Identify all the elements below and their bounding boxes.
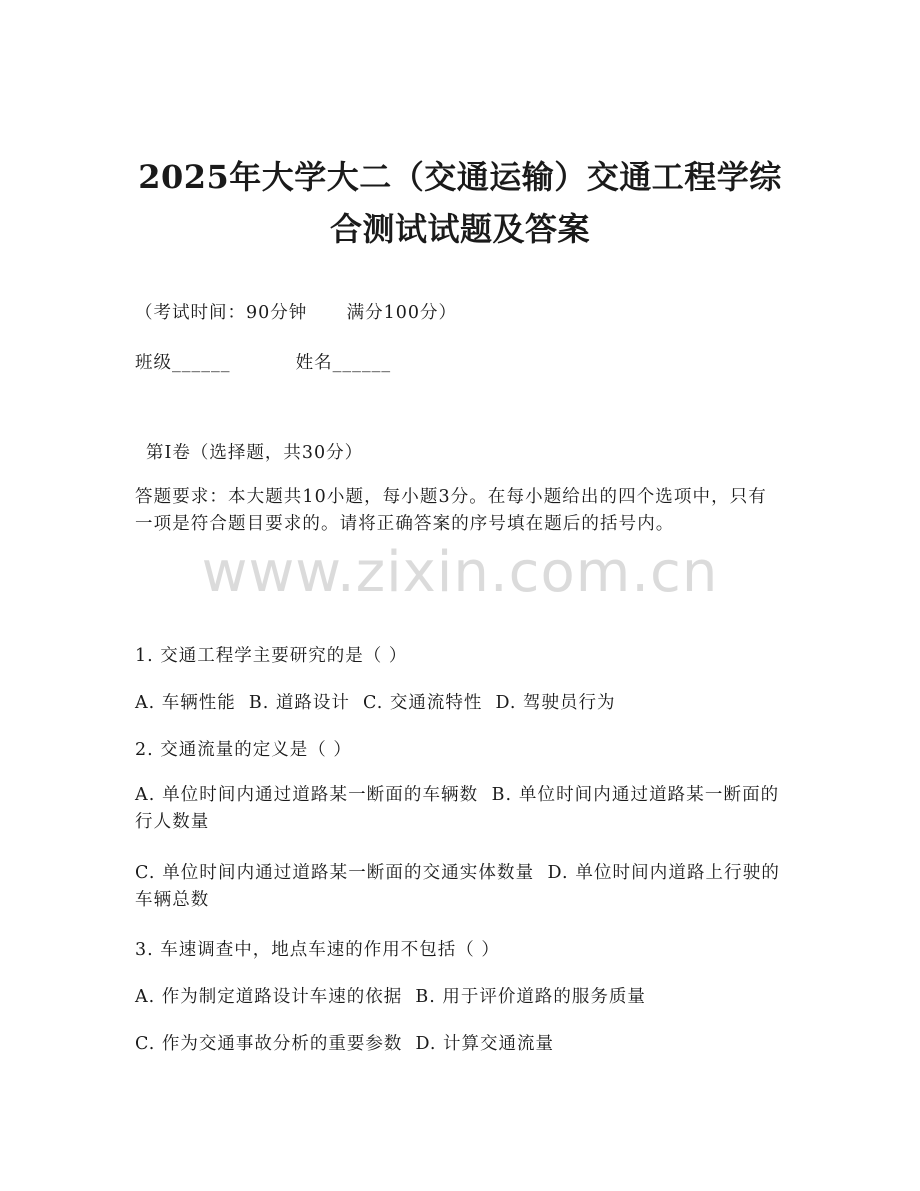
exam-info: （考试时间：90分钟 满分100分） bbox=[135, 303, 458, 323]
name-blank: ______ bbox=[332, 353, 392, 373]
document-title-line2: 合测试试题及答案 bbox=[329, 210, 590, 248]
class-label: 班级 bbox=[135, 353, 172, 373]
document-title-line1: 2025年大学大二（交通运输）交通工程学综 bbox=[138, 158, 782, 196]
question-3-options-ab: A. 作为制定道路设计车速的依据 B. 用于评价道路的服务质量 bbox=[135, 987, 646, 1007]
watermark: www.zixin.com.cn bbox=[201, 540, 719, 605]
question-3-options-cd: C. 作为交通事故分析的重要参数 D. 计算交通流量 bbox=[135, 1034, 555, 1054]
question-2-options-ab: A. 单位时间内通过道路某一断面的车辆数 B. 单位时间内通过道路某一断面的行人数量 bbox=[135, 785, 780, 832]
instructions: 答题要求：本大题共10小题，每小题3分。在每小题给出的四个选项中，只有一项是符合题目要求的。请将正确答案的序号填在题后的括号内。 bbox=[135, 487, 767, 534]
section-heading: 第Ⅰ卷（选择题，共30分） bbox=[146, 443, 364, 463]
question-2-options-cd: C. 单位时间内通过道路某一断面的交通实体数量 D. 单位时间内道路上行驶的车辆总数 bbox=[135, 863, 780, 910]
student-info-row bbox=[135, 350, 391, 376]
question-1-options: A. 车辆性能 B. 道路设计 C. 交通流特性 D. 驾驶员行为 bbox=[135, 693, 616, 713]
question-1-stem: 1. 交通工程学主要研究的是（ ） bbox=[135, 646, 408, 666]
question-3-stem: 3. 车速调查中，地点车速的作用不包括（ ） bbox=[135, 940, 500, 960]
name-label: 姓名 bbox=[295, 353, 333, 373]
class-blank: ______ bbox=[172, 353, 231, 373]
question-2-stem: 2. 交通流量的定义是（ ） bbox=[135, 740, 352, 760]
